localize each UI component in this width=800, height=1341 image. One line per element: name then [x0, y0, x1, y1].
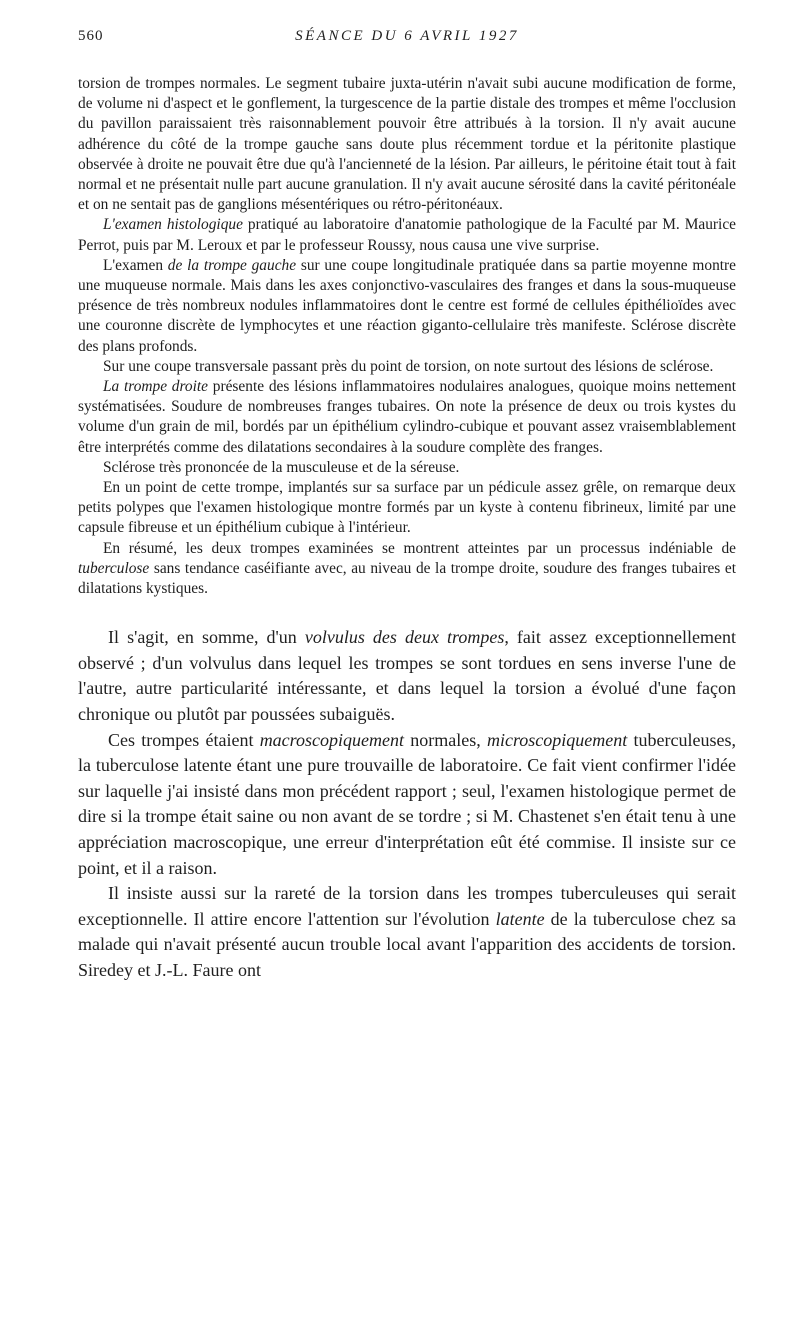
book-page [78, 28, 736, 984]
page-header [78, 28, 736, 54]
italic-run: latente [495, 908, 545, 929]
text-run: En un point de cette trompe, implantés sur sa surface par un pédicule assez grêle, on remarque deux petits polypes que l'examen histologique montre formés par un kyste à contenu fibrineux, limité par une capsule fibreuse et un épithélium cubique à l'intérieur. [78, 479, 736, 537]
text-run: présente des lésions inflammatoires nodulaires analogues, quoique moins nettement systématisées. Soudure de nombreuses franges tubaires. On note la présence de deux ou trois kystes du volume d'un grain de mil, bordés par un épithélium cylindro-cubique et pouvant assez vraisemblablement être interprétés comme des dilatations secondaires à la soudure complète des franges. [78, 378, 736, 456]
paragraph [78, 625, 736, 727]
paragraph [78, 458, 736, 478]
italic-run: tuberculose [78, 559, 150, 577]
paragraph [78, 215, 736, 255]
paragraph [78, 728, 736, 882]
paragraph [78, 881, 736, 983]
running-title: SÉANCE DU 6 AVRIL 1927 [295, 28, 519, 44]
paragraph [78, 256, 736, 357]
paragraph [78, 377, 736, 458]
commentary-text [78, 625, 736, 983]
italic-run: macroscopiquement [259, 729, 404, 750]
text-run: Sclérose très prononcée de la musculeuse et de la séreuse. [103, 458, 460, 476]
paragraph [78, 357, 736, 377]
text-run: de la tuberculose chez sa malade qui n'avait présenté aucun trouble local avant l'apparition des accidents de torsion. Siredey et J.-L. Faure ont [78, 908, 736, 980]
paragraph [78, 539, 736, 600]
text-run: Ces trompes étaient [108, 729, 260, 750]
paragraph [78, 74, 736, 215]
case-report-text [78, 74, 736, 599]
text-run: pratiqué au laboratoire d'anatomie pathologique de la Faculté par M. Maurice Perrot, puis par M. Leroux et par le professeur Roussy, nous causa une vive surprise. [78, 216, 737, 254]
text-run: Il insiste aussi sur la rareté de la torsion dans les trompes tuberculeuses qui serait exceptionnelle. Il attire encore l'attention sur l'évolution [78, 883, 736, 929]
italic-run: de la trompe gauche [167, 256, 297, 274]
text-run: Sur une coupe transversale passant près du point de torsion, on note surtout des lésions de sclérose. [103, 357, 714, 375]
text-run: tuberculeuses, la tuberculose latente étant une pure trouvaille de laboratoire. Ce fait vient confirmer l'idée sur laquelle j'ai insisté dans mon précédent rapport ; seul, l'examen histologique permet de dire si la trompe était saine ou non avant de se tordre ; si M. Chastenet s'en était tenu à une appréciation macroscopique, une erreur d'interprétation eût été commise. Il insiste sur ce point, et il a raison. [78, 729, 736, 878]
page-number: 560 [78, 28, 104, 44]
italic-run: microscopiquement [486, 729, 628, 750]
text-run: L'examen [103, 256, 168, 274]
text-run: , fait assez exceptionnellement observé ; d'un volvulus dans lequel les trompes se sont tordues en sens inverse l'une de l'autre, autre particularité intéressante, et dans lequel la torsion a évolué d'une façon chronique ou plutôt par poussées subaiguës. [78, 627, 736, 725]
text-run: sans tendance caséifiante avec, au niveau de la trompe droite, soudure des franges tubaires et dilatations kystiques. [78, 559, 736, 598]
paragraph [78, 478, 736, 539]
text-run: En résumé, les deux trompes examinées se montrent atteintes par un processus indéniable de [103, 539, 736, 557]
text-run: torsion de trompes normales. Le segment tubaire juxta-utérin n'avait subi aucune modification de forme, de volume ni d'aspect et le gonflement, la turgescence de la partie distale des trompes et même l'occlusion du pavillon paraissaient très raisonnablement pouvoir être attribués à la torsion. Il n'y avait aucune adhérence du côté de la trompe gauche sans doute plus récemment tordue et la péritonite plastique observée à droite ne pouvait être due qu'à l'ancienneté de la lésion. Par ailleurs, le péritoine était tout à fait normal et ne présentait nulle part aucune granulation. Il n'y avait aucune sérosité dans la cavité péritonéale et on ne sentait pas de ganglions mésentériques ou rétro-péritonéaux. [78, 75, 736, 214]
text-run: Il s'agit, en somme, d'un [108, 627, 305, 648]
italic-run: L'examen histologique [103, 216, 243, 234]
italic-run: La trompe droite [103, 378, 209, 396]
text-run: sur une coupe longitudinale pratiquée dans sa partie moyenne montre une muqueuse normale. Mais dans les axes conjonctivo-vasculaires des franges et dans la sous-muqueuse présence de très nombreux nodules inflammatoires dont le centre est formé de cellules épithélioïdes avec une couronne discrète de lymphocytes et une réaction giganto-cellulaire très manifeste. Sclérose discrète des plans profonds. [78, 256, 736, 355]
italic-run: volvulus des deux trompes [304, 627, 505, 648]
text-run: normales, [404, 729, 487, 750]
